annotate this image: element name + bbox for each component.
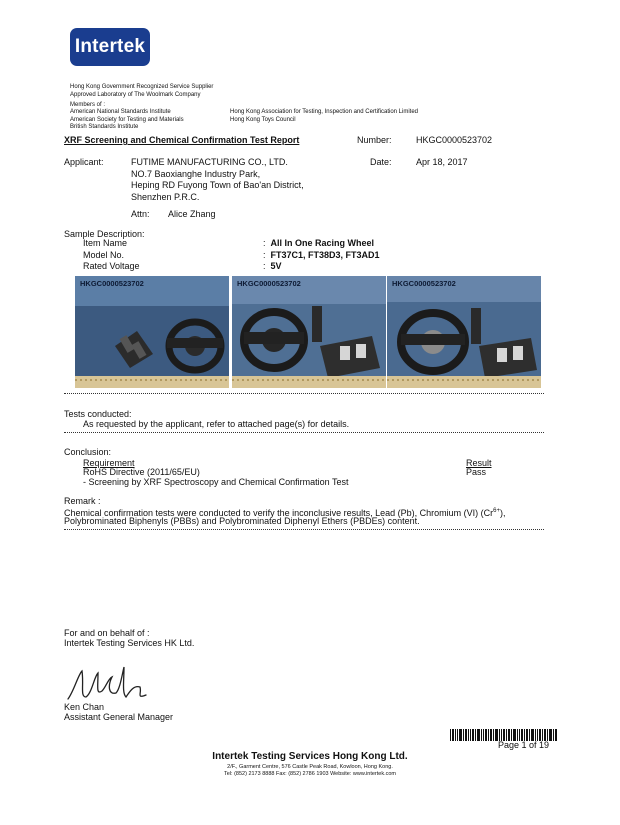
members-label: Members of : [70,102,106,108]
number-label: Number: [357,135,392,145]
attn-label: Attn: [131,209,150,219]
footer-company: Intertek Testing Services Hong Kong Ltd. [212,751,408,762]
dotted-divider [64,393,544,394]
applicant-address [131,157,304,203]
members-left [70,109,184,132]
applicant-line: NO.7 Baoxianghe Industry Park, [131,168,261,179]
item-name-value: All In One Racing Wheel [270,238,375,248]
attn-name: Alice Zhang [168,209,216,219]
members-right [230,109,418,124]
requirement-value: RoHS Directive (2011/65/EU) [83,467,200,477]
model-label: Model No. [83,249,125,260]
report-title: XRF Screening and Chemical Confirmation Test Report [64,135,300,145]
result-value: Pass [466,467,487,477]
signoff-line-1: For and on behalf of : [64,628,150,638]
signatory-name: Ken Chan [64,702,105,712]
applicant-line: Shenzhen P.R.C. [131,191,200,202]
applicant-line: Heping RD Fuyong Town of Bao'an District, [131,180,304,190]
result-label: Result [466,458,492,468]
dotted-divider [64,432,544,433]
dotted-divider [64,529,544,530]
accreditation-block [70,84,213,110]
tests-text: As requested by the applicant, refer to attached page(s) for details. [83,419,350,429]
remark-heading: Remark : [64,496,101,506]
requirement-label: Requirement [83,458,135,468]
tests-heading: Tests conducted: [64,409,132,419]
signatory-title: Assistant General Manager [64,712,174,722]
report-date: Apr 18, 2017 [416,157,468,167]
footer-address: 2/F., Garment Centre, 576 Castle Peak Road, Kowloon, Hong Kong. [227,764,393,770]
photo-label-1: HKGC0000523702 [80,279,144,288]
voltage-value: 5V [270,261,282,271]
remark-line-2: Polybrominated Biphenyls (PBBs) and Polybrominated Diphenyl Ethers (PBDEs) content. [64,516,420,526]
photo-label-3: HKGC0000523702 [392,279,456,288]
member-item: Hong Kong Association for Testing, Inspection and Certification Limited [230,109,418,115]
voltage-label: Rated Voltage [83,261,140,271]
sample-photo-3 [387,276,541,388]
accreditation-line-1: Hong Kong Government Recognized Service Supplier [70,84,214,90]
member-item: Hong Kong Toys Council [230,116,296,123]
sample-values: : All In One Racing Wheel : FT37C1, FT38D3, FT3AD1 : 5V [263,238,380,271]
model-value: FT37C1, FT38D3, FT3AD1 [270,249,380,260]
signoff-company: Intertek Testing Services HK Ltd. [64,638,195,648]
item-name-label: Item Name [83,238,128,248]
remark-text: Chemical confirmation tests were conducted to verify the inconclusive results, Lead (Pb), Chromium (VI) (Cr [64,508,494,518]
accreditation-line-2: Approved Laboratory of The Woolmark Company [70,91,201,98]
footer-contact: Tel: (852) 2173 8888 Fax: (852) 2786 1903 Website: www.intertek.com [223,771,397,777]
chromium-superscript: 6+ [493,508,501,514]
remark-text-end: ), [500,508,506,518]
report-number: HKGC0000523702 [416,135,493,145]
member-item: American Society for Testing and Materials [70,116,184,123]
sample-photo-2 [232,276,386,388]
sample-heading: Sample Description: [64,229,145,239]
intertek-logo: Intertek [70,28,150,66]
applicant-line: FUTIME MANUFACTURING CO., LTD. [131,157,288,167]
page-number: Page 1 of 19 [498,740,550,750]
test-method: - Screening by XRF Spectroscopy and Chemical Confirmation Test [83,477,349,487]
sample-photo-1 [75,276,229,388]
signature-image [64,663,164,705]
date-label: Date: [370,157,392,167]
member-item: British Standards Institute [70,124,139,130]
photo-label-2: HKGC0000523702 [237,279,301,288]
sample-labels [83,238,140,273]
member-item: American National Standards Institute [70,109,171,115]
applicant-label: Applicant: [64,157,104,167]
conclusion-heading: Conclusion: [64,447,112,457]
